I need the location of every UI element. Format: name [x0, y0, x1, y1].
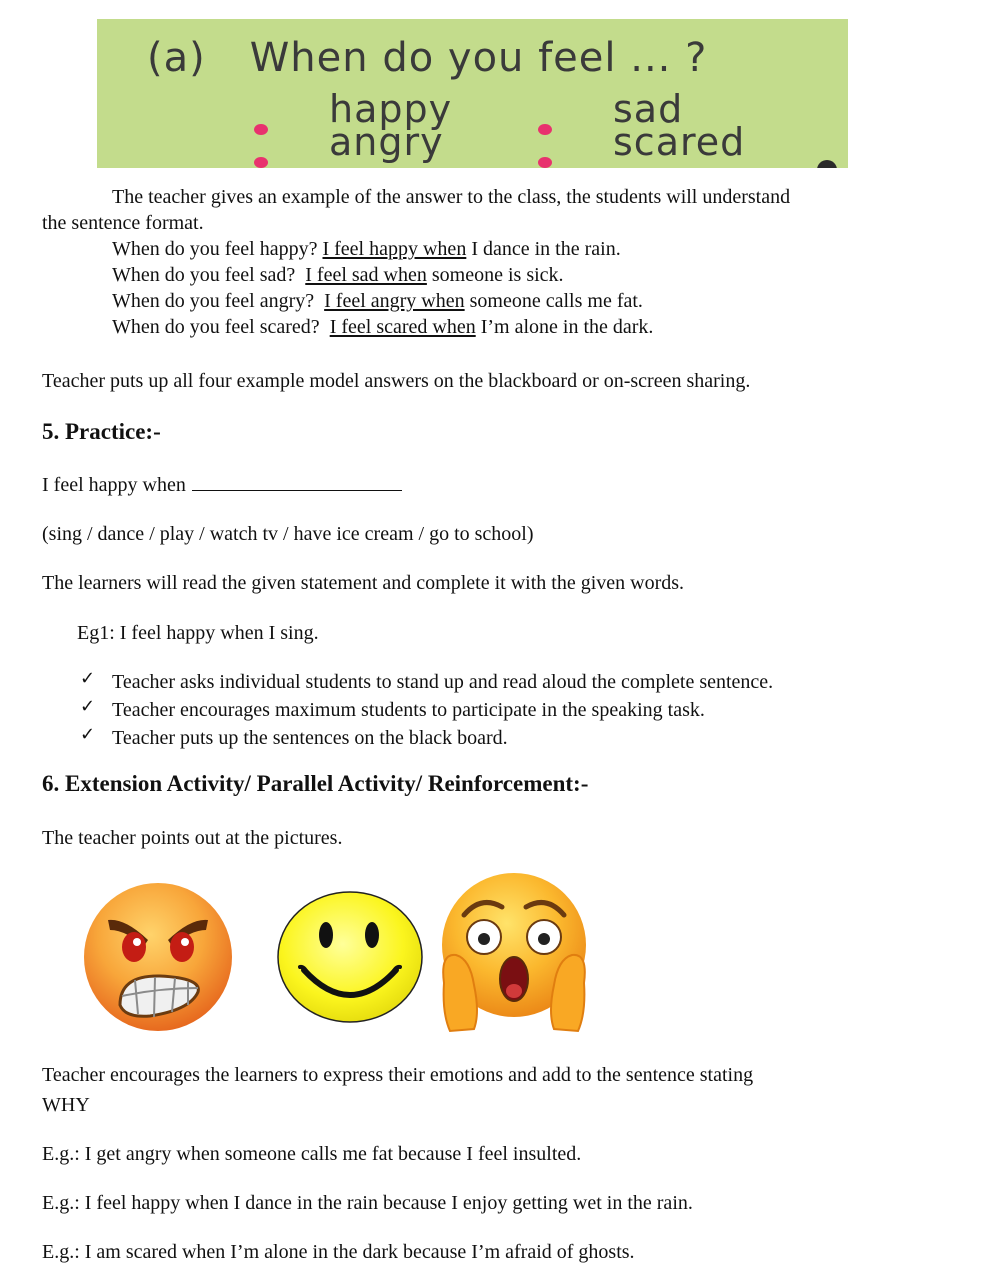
question-label: (a) — [147, 35, 206, 81]
prompt-text: I feel happy when — [42, 474, 186, 496]
example-answer-end: someone is sick. — [426, 264, 564, 286]
intro-paragraph-line1: The teacher gives an example of the answer to the class, the students will understand — [112, 186, 791, 208]
example-question: When do you feel scared? — [112, 316, 330, 338]
example-answer-start: I feel scared when — [329, 316, 476, 338]
bullet-icon — [254, 124, 268, 135]
word-happy: happy — [329, 87, 453, 131]
example-answer-start: I feel angry when — [324, 290, 465, 312]
checklist-item: Teacher puts up the sentences on the black board. — [112, 727, 508, 749]
practice-example: Eg1: I feel happy when I sing. — [77, 622, 319, 644]
example-scared — [112, 314, 653, 340]
word-scared: scared — [613, 120, 746, 164]
example-answer-end: I’m alone in the dark. — [475, 316, 654, 338]
check-icon: ✓ — [80, 668, 96, 689]
encourage-line1: Teacher encourages the learners to express their emotions and add to the sentence stating — [42, 1064, 754, 1086]
bullet-icon — [538, 124, 552, 135]
example-answer-start: I feel sad when — [305, 264, 427, 286]
check-icon: ✓ — [80, 696, 96, 717]
corner-decoration — [817, 160, 837, 168]
practice-prompt — [42, 472, 402, 498]
bullet-icon — [538, 157, 552, 168]
check-icon: ✓ — [80, 724, 96, 745]
example-answer-start: I feel happy when — [322, 238, 467, 260]
pictures-note: The teacher points out at the pictures. — [42, 827, 343, 849]
word-angry: angry — [329, 120, 444, 164]
why-example: E.g.: I feel happy when I dance in the rain because I enjoy getting wet in the rain. — [42, 1192, 693, 1214]
angry-emoji-icon — [80, 880, 240, 1040]
intro-paragraph-line2: the sentence format. — [42, 212, 204, 234]
example-angry — [112, 288, 643, 314]
bullet-icon — [254, 157, 268, 168]
feelings-banner — [97, 19, 848, 168]
encourage-line2: WHY — [42, 1094, 90, 1116]
why-example: E.g.: I am scared when I’m alone in the dark because I’m afraid of ghosts. — [42, 1241, 635, 1263]
example-question: When do you feel sad? — [112, 264, 306, 286]
example-sad — [112, 262, 564, 288]
scared-emoji-icon — [436, 873, 592, 1033]
checklist-item: Teacher asks individual students to stand up and read aloud the complete sentence. — [112, 671, 774, 693]
answer-blank — [192, 472, 402, 491]
banner-question — [147, 35, 707, 81]
blackboard-note: Teacher puts up all four example model answers on the blackboard or on-screen sharing. — [42, 370, 751, 392]
happy-emoji-icon — [276, 890, 424, 1024]
practice-options: (sing / dance / play / watch tv / have ice cream / go to school) — [42, 523, 534, 545]
practice-heading: 5. Practice:- — [42, 419, 161, 444]
example-question: When do you feel happy? — [112, 238, 323, 260]
why-example: E.g.: I get angry when someone calls me fat because I feel insulted. — [42, 1143, 582, 1165]
example-answer-end: I dance in the rain. — [466, 238, 621, 260]
extension-heading: 6. Extension Activity/ Parallel Activity/ Reinforcement:- — [42, 771, 589, 796]
checklist-item: Teacher encourages maximum students to participate in the speaking task. — [112, 699, 705, 721]
example-question: When do you feel angry? — [112, 290, 325, 312]
question-text: When do you feel ... ? — [249, 35, 708, 81]
example-happy — [112, 236, 621, 262]
example-answer-end: someone calls me fat. — [464, 290, 643, 312]
practice-instruction: The learners will read the given statement and complete it with the given words. — [42, 572, 685, 594]
word-sad: sad — [613, 87, 684, 131]
